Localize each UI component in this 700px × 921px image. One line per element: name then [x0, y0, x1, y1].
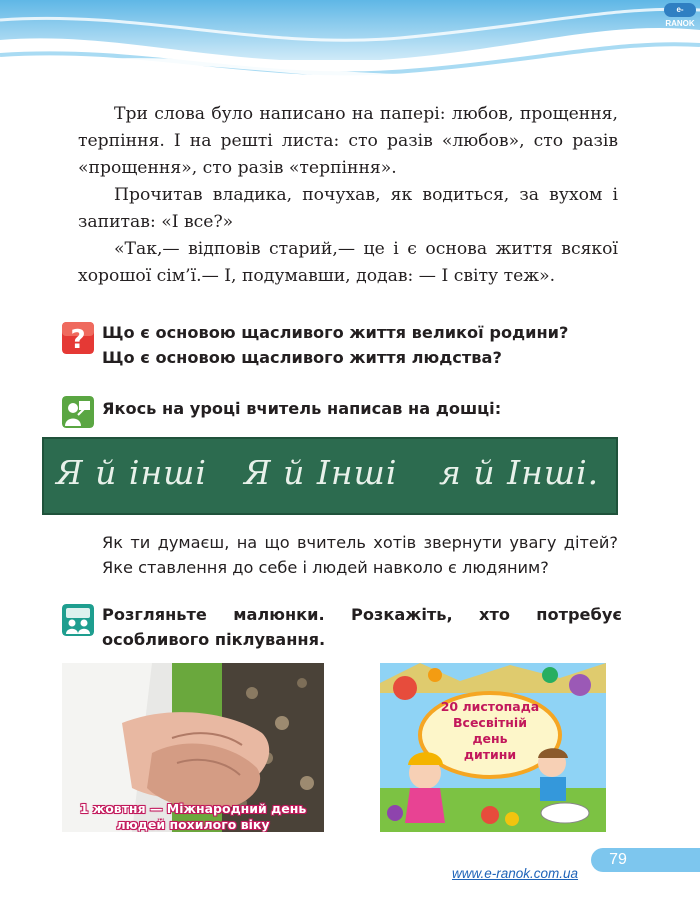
svg-text:?: ?	[70, 325, 86, 354]
elderly-day-caption-line-2: людей похилого віку	[116, 817, 270, 832]
header-waves	[0, 0, 700, 95]
chalk-text-3: я й Інші.	[439, 453, 600, 492]
discussion-question: Як ти думаєш, на що вчитель хотів звернути увагу дітей? Яке ставлення до себе і людей навколо є людяним?	[102, 533, 618, 577]
chalk-text-2: Я й Інші	[244, 453, 398, 492]
pictures-task: Розгляньте малюнки. Розкажіть, хто потребує особливого піклування.	[102, 605, 622, 649]
children-day-poster	[380, 663, 606, 832]
chalk-text-1: Я й інші	[56, 453, 207, 492]
elderly-day-caption-line-1: 1 жовтня — Міжнародний день	[79, 801, 307, 816]
website-link[interactable]: www.e-ranok.com.ua	[452, 866, 579, 881]
children-day-line-4: дитини	[463, 747, 517, 762]
story-paragraph-1: Три слова було написано на папері: любов, прощення, терпіння. І на решті листа: сто разів «любов», сто разів «прощення», сто разів «терпіння».	[78, 104, 618, 178]
group-discussion-icon	[62, 604, 94, 636]
children-day-line-1: 20 листопада	[440, 699, 540, 714]
chalkboard	[42, 437, 618, 515]
children-day-line-2: Всесвітній	[453, 715, 527, 730]
page-number: 79	[609, 851, 627, 868]
question-line-2: Що є основою щасливого життя людства?	[102, 348, 502, 367]
page-number-tab	[591, 848, 700, 872]
publisher-logo: e-RANOK	[665, 5, 695, 28]
question-icon	[62, 322, 94, 354]
story-paragraph-2: Прочитав владика, почухав, як водиться, за вухом і запитав: «І все?»	[78, 185, 618, 232]
elderly-day-photo	[62, 663, 324, 832]
question-line-1: Що є основою щасливого життя великої родини?	[102, 323, 569, 342]
children-day-line-3: день	[472, 731, 508, 746]
story-paragraph-3: «Так,— відповів старий,— це і є основа життя всякої хорошої сім’ї.— І, подумавши, додав: — І світу теж».	[78, 239, 618, 286]
board-task-intro: Якось на уроці вчитель написав на дошці:	[102, 399, 502, 418]
teacher-icon	[62, 396, 94, 428]
